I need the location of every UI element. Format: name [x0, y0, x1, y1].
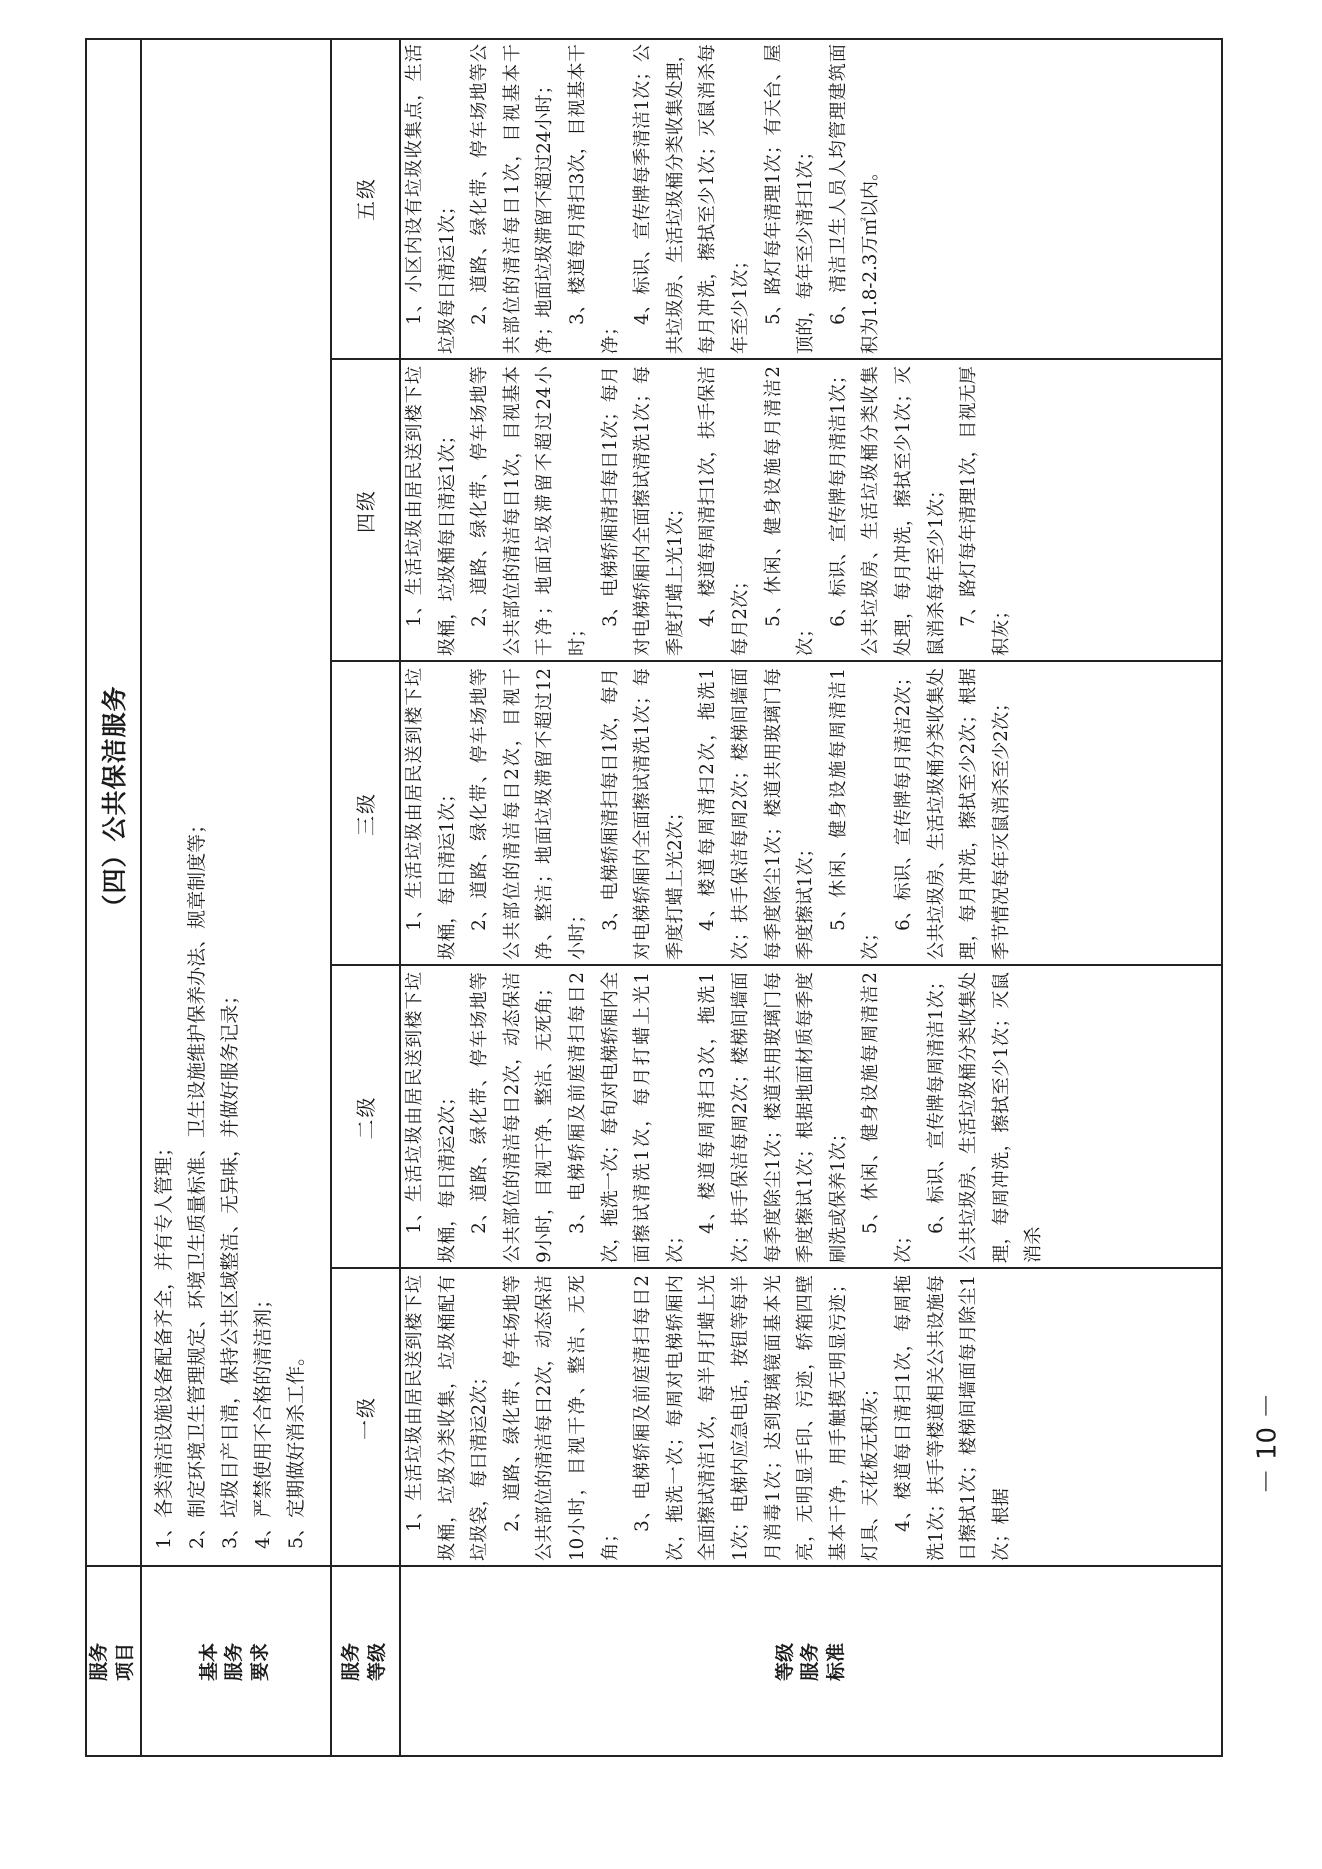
column-divider — [85, 1566, 1223, 1568]
standard-item: 6、清洁卫生人员人均管理建筑面积为1.8-2.3万㎡以内。 — [827, 44, 882, 354]
row-divider — [399, 38, 401, 1757]
standard-item: 4、楼道每周清扫3次，拖洗1次；扶手保洁每周2次；楼梯间墙面每季度除尘1次；楼道共用玻璃门每季度擦试1次；根据地面材质每季度刷洗或保养1次； — [697, 972, 849, 1263]
standard-item: 6、标识、宣传牌每月清洁2次；公共垃圾房、生活垃圾桶分类收集处理，每月冲洗，擦拭至少2次；根据季节情况每年灭鼠消杀至少2次； — [892, 668, 1012, 960]
level-name-3: 三级 — [354, 792, 378, 836]
standard-item: 3、电梯轿厢清扫每日1次；每月对电梯轿厢内全面擦试清洗1次；每季度打蜡上光1次； — [599, 366, 686, 656]
standard-item: 1、小区内设有垃圾收集点，生活垃圾每日清运1次； — [404, 44, 458, 354]
standard-item: 2、道路、绿化带、停车场地等公共部位的清洁每日2次，动态保洁10小时，目视干净、整洁、无死角； — [501, 1275, 621, 1561]
level-standard-3 — [399, 662, 1223, 966]
standard-item: 5、休闲、健身设施每周清洁2次； — [860, 972, 914, 1263]
standard-item: 5、休闲、健身设施每周清洁1次； — [827, 668, 882, 960]
standard-item: 4、楼道每周清扫1次，扶手保洁每月2次； — [697, 366, 751, 656]
header-level-standard: 等级 服务 标准 — [773, 1643, 847, 1682]
standard-item: 2、道路、绿化带、停车场地等公共部位的清洁每日2次，动态保洁9小时，目视干净、整洁、无死角； — [469, 972, 556, 1263]
standard-item: 2、道路、绿化带、停车场地等公共部位的清洁每日2次，目视干净、整洁；地面垃圾滞留不超过12小时； — [469, 668, 588, 960]
level-standard-5 — [399, 38, 1223, 360]
standard-item: 6、标识、宣传牌每周清洁1次；公共垃圾房、生活垃圾桶分类收集处理，每周冲洗，擦拭至少1次；灭鼠消杀 — [925, 971, 1045, 1263]
basic-requirement-item: 1、各类清洁设施设备配备齐全，并有专人管理； — [153, 1137, 175, 1549]
basic-requirements-list — [140, 38, 330, 1567]
basic-requirement-item: 5、定期做好消杀工作。 — [285, 1346, 307, 1549]
level-name-1: 一级 — [354, 1396, 378, 1440]
standard-item: 2、道路、绿化带、停车场地等公共部位的清洁每日1次，目视基本干净；地面垃圾滞留不超过24小时； — [469, 366, 588, 656]
header-service-item: 服务 项目 — [87, 1643, 136, 1682]
level-standard-1 — [399, 1269, 1223, 1567]
level-standard-2 — [399, 966, 1223, 1269]
standard-item: 3、电梯轿厢及前庭清扫每日2次，拖洗一次；每周对电梯轿厢内全面擦试清洁1次，每半月打蜡上光1次；电梯内应急电话，按钮等每半月消毒1次；达到玻璃镜面基本光亮，无明显手印、污迹，轿箱四壁基本干净，用手触摸无明显污迹；灯具、天花板无积灰； — [632, 1275, 882, 1561]
standard-item: 7、路灯每年清理1次，目视无厚积灰； — [958, 366, 1012, 656]
standard-item: 4、楼道每日清扫1次，每周拖洗1次；扶手等楼道相关公共设施每日擦拭1次；楼梯间墙面每月除尘1次；根据 — [892, 1275, 1012, 1561]
basic-requirement-item: 3、垃圾日产日清，保持公共区域整洁、无异味，并做好服务记录； — [219, 985, 241, 1549]
standard-item: 3、电梯轿厢及前庭清扫每日2次，拖洗一次；每旬对电梯轿厢内全面擦试清洗1次，每月打蜡上光1次； — [566, 971, 686, 1263]
standard-item: 1、生活垃圾由居民送到楼下垃圾桶，垃圾桶每日清运1次； — [404, 366, 458, 656]
standard-item: 1、生活垃圾由居民送到楼下垃圾桶，垃圾分类收集，垃圾桶配有垃圾袋，每日清运2次； — [404, 1275, 491, 1561]
row-divider — [140, 38, 142, 1757]
table-border-bottom — [1221, 38, 1223, 1757]
column-divider — [330, 359, 1223, 361]
standard-item: 1、生活垃圾由居民送到楼下垃圾桶，每日清运2次； — [404, 972, 458, 1263]
basic-requirement-item: 4、严禁使用不合格的清洁剂； — [252, 1289, 274, 1549]
section-title: （四）公共保洁服务 — [99, 685, 129, 920]
standard-item: 2、道路、绿化带、停车场地等公共部位的清洁每日1次，目视基本干净；地面垃圾滞留不超过24小时； — [469, 44, 556, 354]
standard-item: 5、休闲、健身设施每月清洁2次； — [762, 366, 817, 656]
header-service-level: 服务 等级 — [339, 1643, 388, 1682]
level-name-4: 四级 — [354, 489, 378, 533]
level-name-5: 五级 — [354, 177, 378, 221]
standard-item: 6、标识、宣传牌每月清洁1次；公共垃圾房、生活垃圾桶分类收集处理，每月冲洗，擦拭至少1次；灭鼠消杀每年至少1次； — [827, 366, 947, 656]
row-divider — [330, 38, 332, 1757]
level-standard-4 — [399, 360, 1223, 662]
standard-item: 4、标识、宣传牌每季清洁1次；公共垃圾房、生活垃圾桶分类收集处理，每月冲洗，擦拭至少1次；灭鼠消杀每年至少1次； — [632, 44, 751, 354]
header-basic-requirements: 基本 服务 要求 — [197, 1643, 271, 1682]
table-border-right — [85, 38, 1223, 40]
table-border-left — [85, 1755, 1223, 1757]
standard-item: 5、路灯每年清理1次；有天台、屋顶的，每年至少清扫1次； — [762, 44, 817, 354]
column-divider — [330, 1268, 1223, 1270]
column-divider — [330, 965, 1223, 967]
page-number: － 10 － — [1252, 1392, 1283, 1495]
basic-requirement-item: 2、制定环境卫生管理规定、环境卫生质量标准、卫生设施维护保养办法、规章制度等； — [186, 814, 208, 1549]
level-name-2: 二级 — [354, 1095, 378, 1140]
table-border-top — [85, 38, 87, 1757]
column-divider — [330, 661, 1223, 663]
standard-item: 3、电梯轿厢清扫每日1次，每月对电梯轿厢内全面擦试清洗1次；每季度打蜡上光2次； — [599, 668, 686, 960]
standard-item: 3、楼道每月清扫3次，目视基本干净； — [566, 44, 621, 354]
standard-item: 4、楼道每周清扫2次，拖洗1次；扶手保洁每周2次；楼梯间墙面每季度除尘1次；楼道共用玻璃门每季度擦试1次； — [697, 668, 817, 960]
standard-item: 1、生活垃圾由居民送到楼下垃圾桶，每日清运1次； — [404, 668, 458, 960]
rotated-table — [85, 38, 1223, 1757]
